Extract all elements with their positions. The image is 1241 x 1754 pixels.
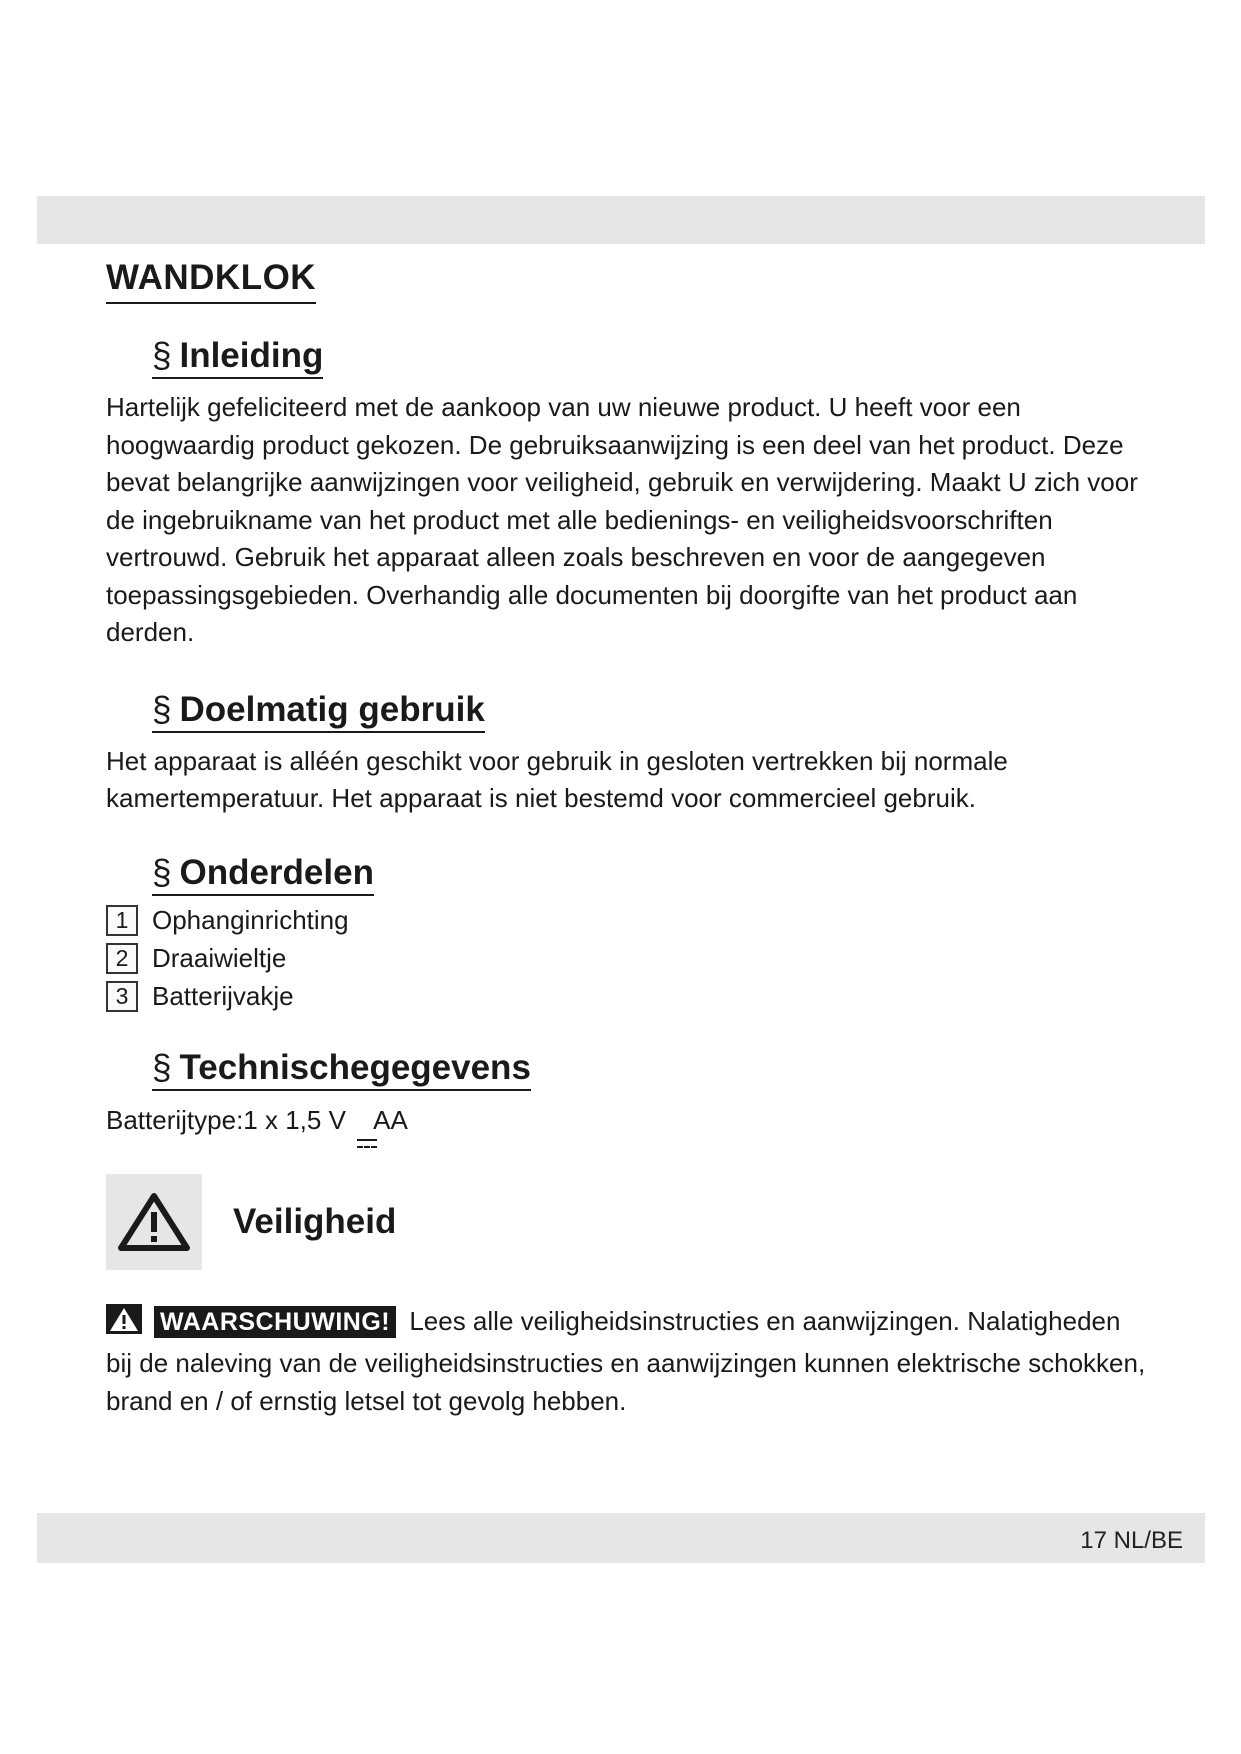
part-label: Draaiwieltje <box>152 943 287 973</box>
heading-inleiding <box>152 336 323 379</box>
part-number-box: 1 <box>106 905 138 936</box>
heading-doelmatig-text: Doelmatig gebruik <box>179 689 485 729</box>
parts-list <box>106 902 1146 1016</box>
battery-spec <box>106 1105 1146 1136</box>
list-item <box>106 902 1146 940</box>
part-label: Batterijvakje <box>152 981 294 1011</box>
doelmatig-gebruik-text: Het apparaat is alléén geschikt voor gebruik in gesloten vertrekken bij normale kamertemperatuur. Het apparaat is niet bestemd voor commercieel gebruik. <box>106 745 1008 813</box>
warning-triangle-icon <box>106 1174 202 1270</box>
section-symbol: § <box>152 852 172 892</box>
inleiding-text: Hartelijk gefeliciteerd met de aankoop van uw nieuwe product. U heeft voor een hoogwaardig product gekozen. De gebruiksaanwijzing is een deel van het product. Deze bevat belangrijke aanwijzingen voor veiligheid, gebruik en verwijdering. Maakt U zich voor de ingebruikname van het product met alle bedienings- en veiligheidsvoorschriften vertrouwd. Gebruik het apparaat alleen zoals beschreven en voor de aangegeven toepassingsgebieden. Overhandig alle documenten bij doorgifte van het product aan derden. <box>106 392 1138 647</box>
battery-label: Batterijtype: <box>106 1104 244 1135</box>
heading-onderdelen-text: Onderdelen <box>179 852 374 892</box>
page-content <box>106 258 1146 1420</box>
warning-paragraph <box>106 1302 1146 1420</box>
warning-label: WAARSCHUWING! <box>154 1306 396 1338</box>
warning-text: Lees alle veiligheidsinstructies en aanwijzingen. Nalatigheden bij de naleving van de veiligheidsinstructies en aanwijzingen kunnen elektrische schokken, brand en / of ernstig letsel tot gevolg hebben. <box>106 1305 1146 1416</box>
safety-header <box>106 1174 1146 1270</box>
section-symbol: § <box>152 689 172 729</box>
section-symbol: § <box>152 336 172 375</box>
safety-heading: Veiligheid <box>233 1201 397 1241</box>
part-label: Ophanginrichting <box>152 905 349 935</box>
part-number-box: 2 <box>106 943 138 974</box>
list-item <box>106 940 1146 978</box>
list-item <box>106 978 1146 1016</box>
battery-type: AA <box>373 1104 408 1135</box>
heading-technisch-text: Technischegegevens <box>179 1047 531 1087</box>
heading-doelmatig-gebruik <box>152 690 485 733</box>
heading-technische-gegevens <box>152 1048 531 1091</box>
warning-small-icon <box>106 1304 142 1344</box>
footer-band <box>37 1513 1205 1563</box>
battery-value: 1 x 1,5 V <box>243 1104 346 1135</box>
part-number-box: 3 <box>106 981 138 1012</box>
header-band <box>37 196 1205 244</box>
page-number: 17 NL/BE <box>1080 1527 1183 1554</box>
heading-inleiding-text: Inleiding <box>179 336 324 375</box>
heading-onderdelen <box>152 853 374 896</box>
document-title: WANDKLOK <box>106 258 316 304</box>
section-symbol: § <box>152 1047 172 1087</box>
